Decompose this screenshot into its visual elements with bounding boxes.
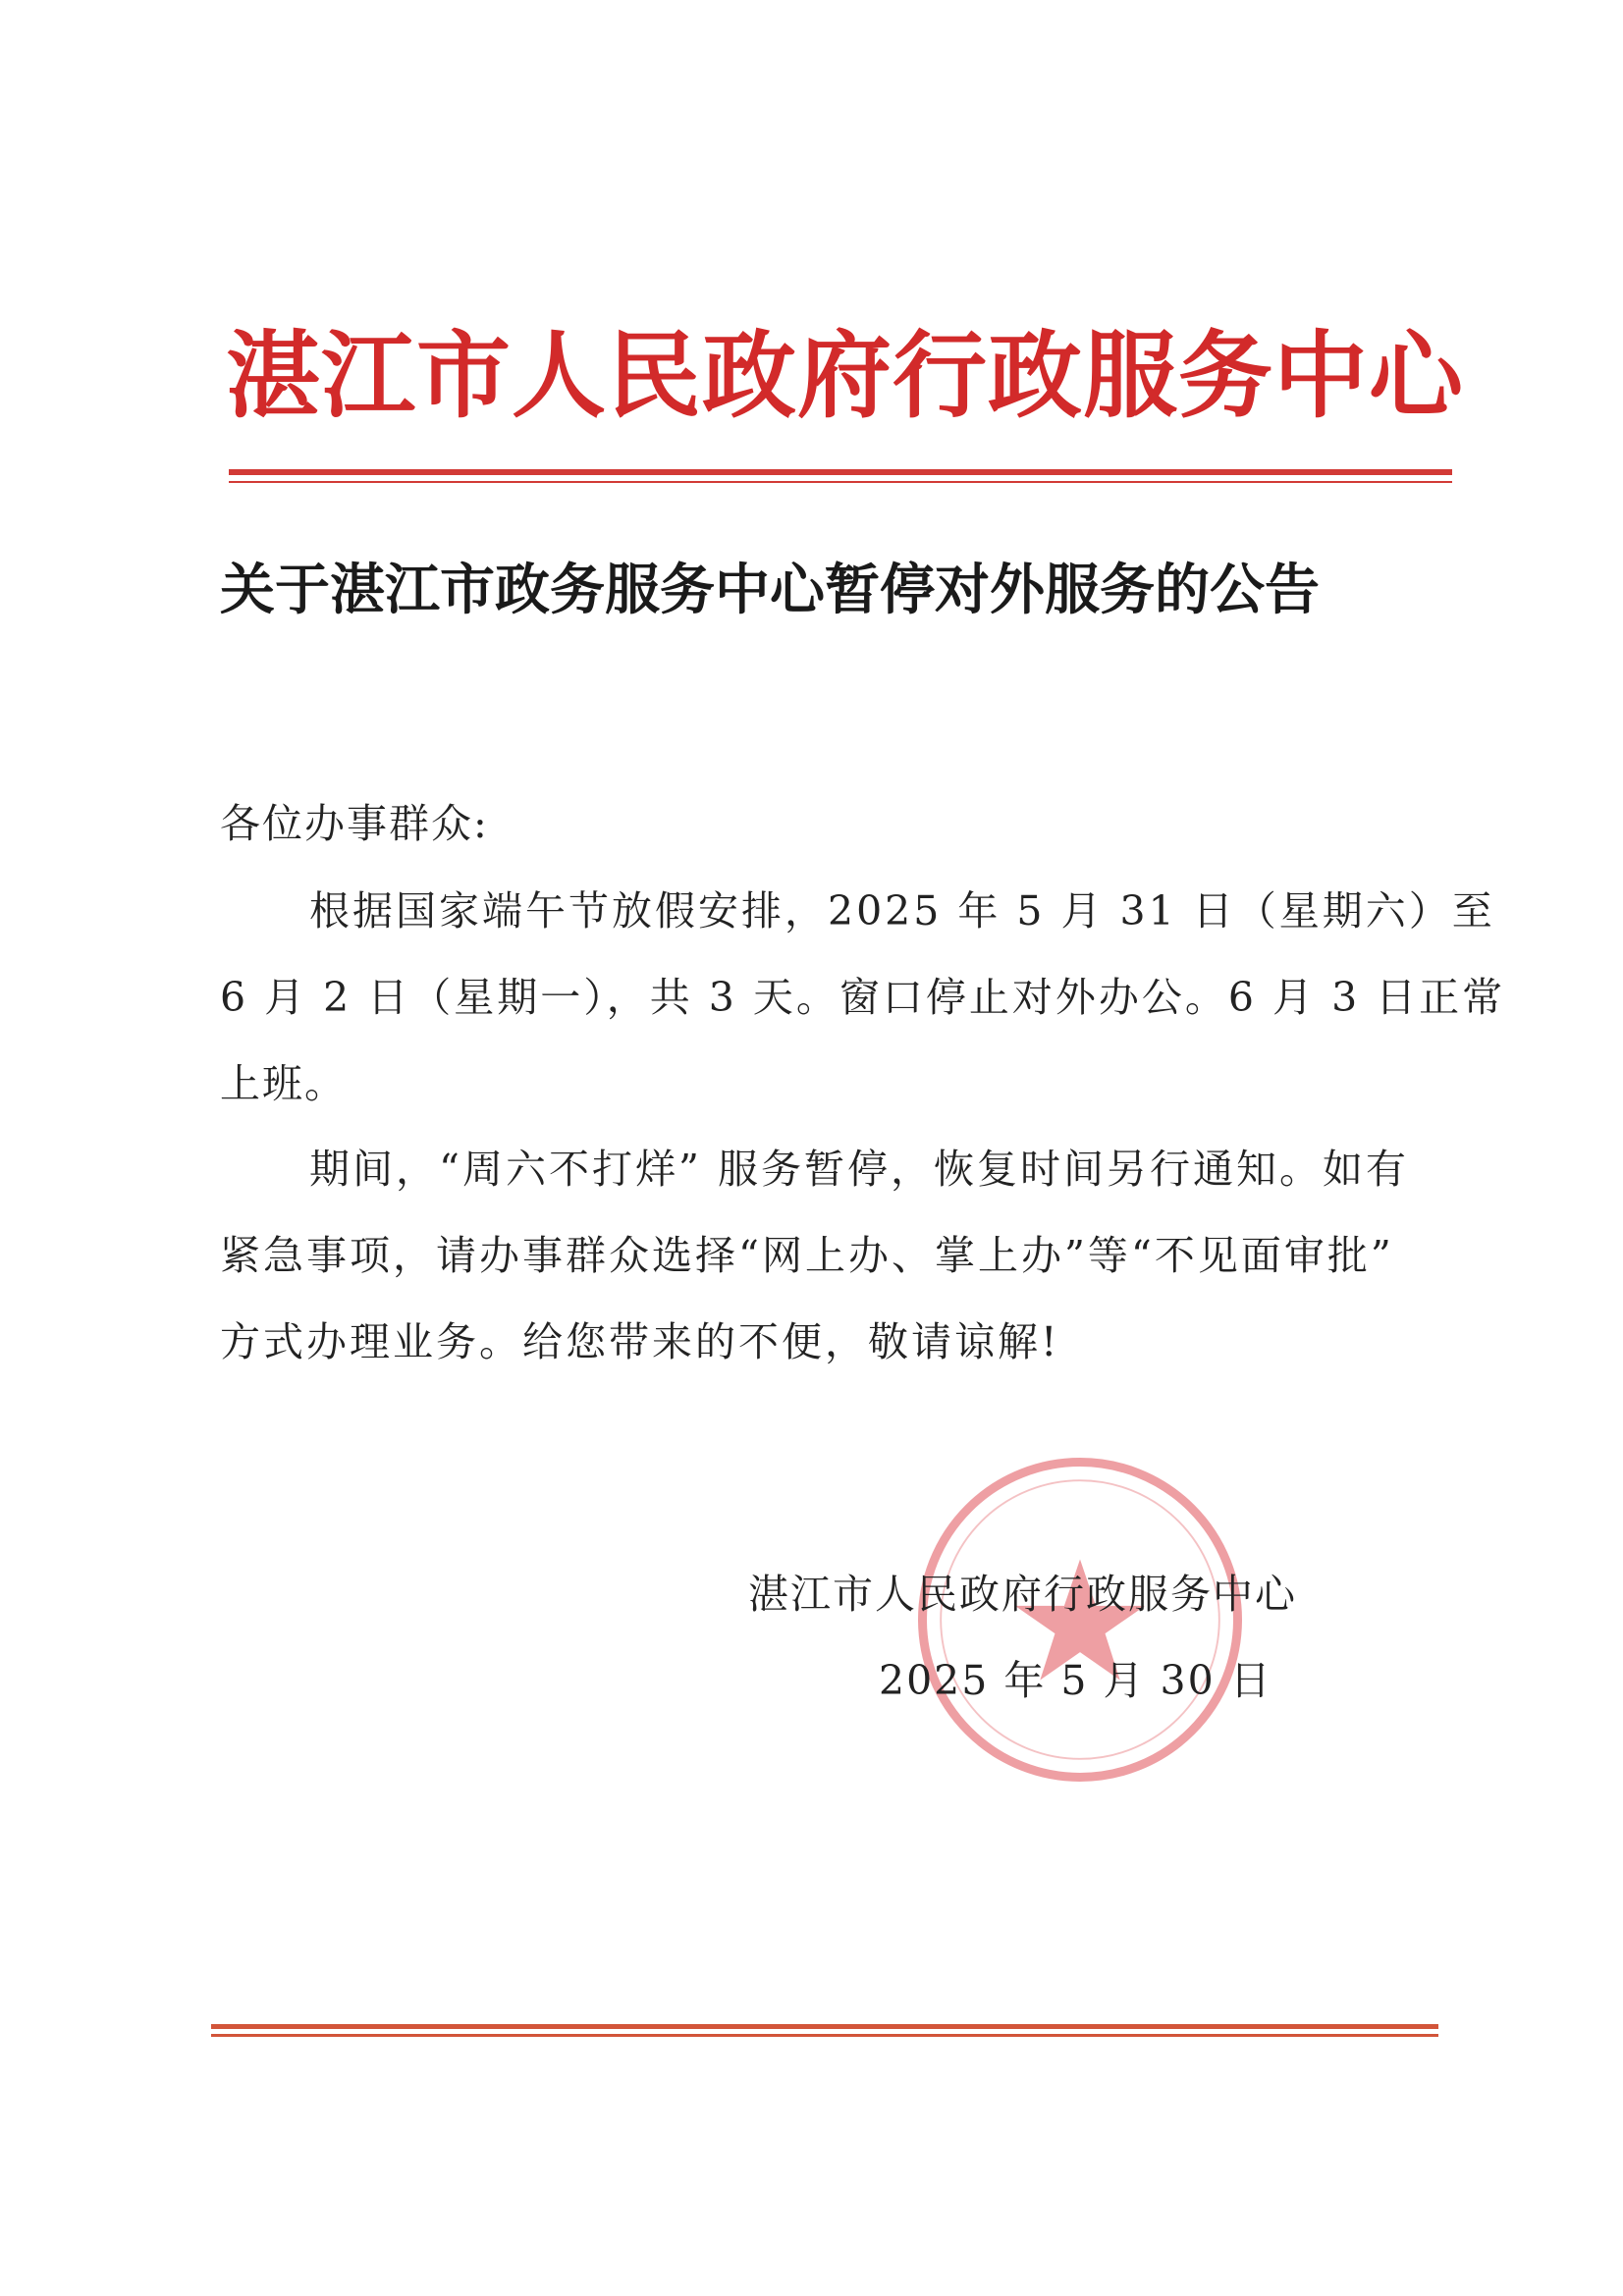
- footer-rule-thin: [211, 2034, 1438, 2037]
- footer-rule-thick: [211, 2024, 1438, 2029]
- document-title: 关于湛江市政务服务中心暂停对外服务的公告: [220, 558, 1320, 622]
- paragraph-1-line-2: 6 月 2 日（星期一），共 3 天。窗口停止对外办公。6 月 3 日正常: [220, 974, 1506, 1021]
- paragraph-1-line-3: 上班。: [220, 1060, 347, 1107]
- masthead-title: 湛江市人民政府行政服务中心: [226, 320, 1464, 431]
- official-seal: [918, 1458, 1242, 1782]
- masthead-rule-thick: [229, 469, 1452, 475]
- paragraph-2-line-1: 期间，“周六不打烊” 服务暂停，恢复时间另行通知。如有: [309, 1146, 1409, 1193]
- seal-graphic: [927, 1467, 1233, 1773]
- paragraph-1-line-1: 根据国家端午节放假安排，2025 年 5 月 31 日（星期六）至: [309, 887, 1495, 934]
- signature-organization: 湛江市人民政府行政服务中心: [748, 1571, 1297, 1618]
- masthead-rule-thin: [229, 481, 1452, 483]
- signature-date: 2025 年 5 月 30 日: [879, 1657, 1272, 1704]
- salutation: 各位办事群众:: [220, 800, 489, 847]
- paragraph-2-line-2: 紧急事项，请办事群众选择“网上办、掌上办”等“不见面审批”: [220, 1232, 1394, 1279]
- paragraph-2-line-3: 方式办理业务。给您带来的不便，敬请谅解!: [220, 1318, 1060, 1365]
